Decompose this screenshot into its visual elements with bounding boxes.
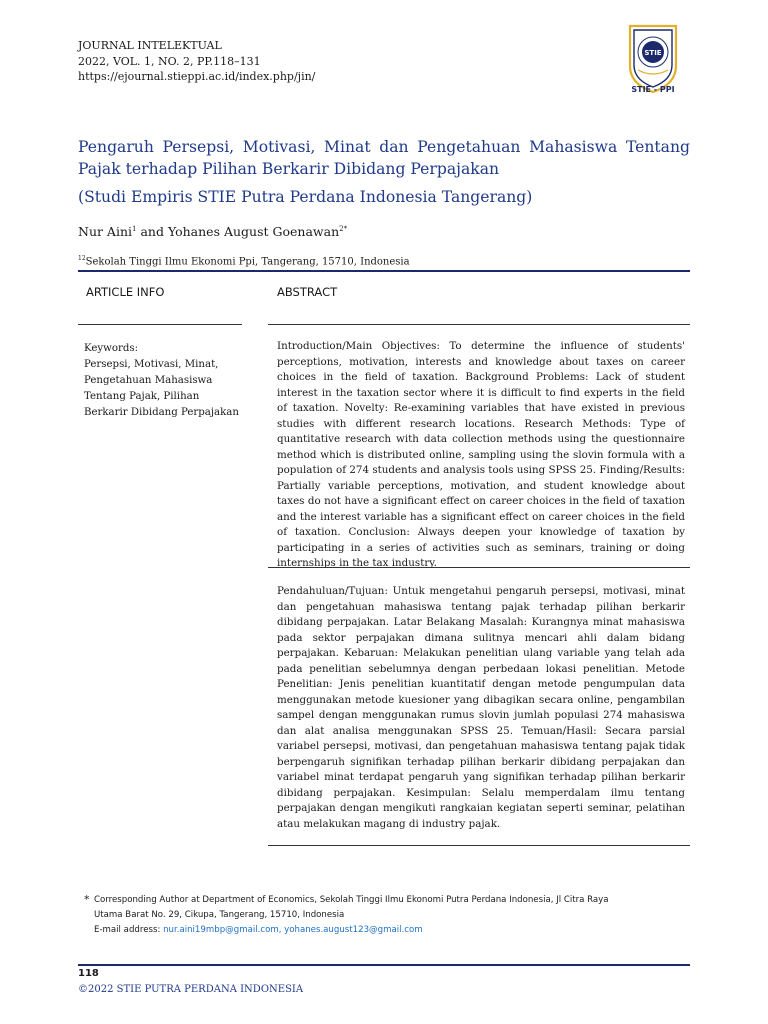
abstract-english: Introduction/Main Objectives: To determine the influence of students' perceptions, motivation, interests and knowledge about taxes on career choices in the field of taxation. Background Problems: Lack of student interest in the taxation sector where it is difficult to find experts in the field of taxation. Novelty: Re-examining variables that have existed in previous studies with different research locations. Research Methods: Type of quantitative research with data collection methods using the questionnaire method which is distributed online, sampling using the slovin formula with a population of 274 students and analysis tools using SPSS 25. Finding/Results: Partially variable perceptions, motivation, and student knowledge about taxes do not have a significant effect on career choices in the field of taxation and the interest variable has a significant effect on career choices in the field of taxation. Conclusion: Always deepen your knowledge of taxation by participating in a series of activities such as seminars, training or doing internships in the tax industry. <box>277 340 685 569</box>
article-info-heading: ARTICLE INFO <box>86 285 165 299</box>
journal-header <box>78 38 315 85</box>
author-2: Yohanes August Goenawan <box>167 224 340 239</box>
affiliation <box>78 255 410 267</box>
author-1: Nur Aini <box>78 224 133 239</box>
header-divider <box>78 270 690 272</box>
journal-volume: 2022, VOL. 1, NO. 2, PP.118–131 <box>78 54 261 68</box>
footer-divider <box>78 964 690 966</box>
abstract-divider-middle <box>268 567 690 568</box>
email-link-2[interactable]: yohanes.august123@gmail.com <box>284 925 423 935</box>
abstract-divider-bottom <box>268 845 690 846</box>
author-line <box>78 224 347 239</box>
author-2-sup: 2* <box>339 224 348 233</box>
logo-caption: STIE - PPI <box>631 85 675 94</box>
author-1-sup: 1 <box>132 224 137 233</box>
footnote-line-1: Corresponding Author at Department of Economics, Sekolah Tinggi Ilmu Ekonomi Putra Perdana Indonesia, Jl Citra Raya <box>94 895 609 905</box>
copyright: ©2022 STIE PUTRA PERDANA INDONESIA <box>78 984 304 995</box>
affiliation-text: Sekolah Tinggi Ilmu Ekonomi Ppi, Tangerang, 15710, Indonesia <box>85 256 410 268</box>
email-separator: , <box>278 925 285 935</box>
email-link-1[interactable]: nur.aini19mbp@gmail.com <box>163 925 279 935</box>
affiliation-sup: 12 <box>78 255 86 262</box>
corresponding-footnote <box>84 893 690 938</box>
journal-url[interactable]: https://ejournal.stieppi.ac.id/index.php/jin/ <box>78 70 316 83</box>
article-info-divider <box>78 324 242 325</box>
keywords-text: Persepsi, Motivasi, Minat, Pengetahuan Mahasiswa Tentang Pajak, Pilihan Berkarir Dibidang Perpajakan <box>84 359 239 418</box>
keywords-block <box>84 341 244 421</box>
abstract-divider-top <box>268 324 690 325</box>
keywords-label: Keywords: <box>84 343 139 354</box>
abstract-indonesian: Pendahuluan/Tujuan: Untuk mengetahui pengaruh persepsi, motivasi, minat dan pengetahuan mahasiswa tentang pajak terhadap pilihan berkarir dibidang perpajakan. Latar Belakang Masalah: Kurangnya minat mahasiswa pada sektor perpajakan dimana sulitnya mencari ahli dalam bidang perpajakan. Kebaruan: Melakukan penelitian ulang variable yang telah ada pada penelitian sebelumnya dengan perbedaan lokasi penelitian. Metode Penelitian: Jenis penelitian kuantitatif dengan metode pengumpulan data menggunakan metode kuesioner yang dibagikan secara online, pengambilan sampel dengan menggunakan rumus slovin jumlah populasi 274 mahasiswa dan alat analisa menggunakan SPSS 25. Temuan/Hasil: Secara parsial variabel persepsi, motivasi, dan pengetahuan mahasiswa tentang pajak tidak berpengaruh signifikan terhadap pilihan berkarir dibidang perpajakan dan variabel minat terdapat pengaruh yang signifikan terhadap pilihan berkarir dibidang perpajakan. Kesimpulan: Selalu memperdalam ilmu tentang perpajakan dengan mengikuti rangkaian kegiatan seperti seminar, pelatihan atau melakukan magang di industry pajak. <box>277 585 685 830</box>
footnote-line-2: Utama Barat No. 29, Cikupa, Tangerang, 15710, Indonesia <box>94 910 345 920</box>
email-label: E-mail address: <box>94 925 164 935</box>
journal-name: JOURNAL INTELEKTUAL <box>78 39 222 52</box>
footnote-email-line <box>84 923 690 938</box>
page-number: 118 <box>78 968 99 979</box>
author-join: and <box>136 224 168 239</box>
article-subtitle: (Studi Empiris STIE Putra Perdana Indonesia Tangerang) <box>78 188 533 206</box>
footnote-marker: * <box>84 893 90 906</box>
logo-emblem-text: STIE <box>644 49 662 57</box>
abstract-heading: ABSTRACT <box>277 285 338 299</box>
article-title: Pengaruh Persepsi, Motivasi, Minat dan Pengetahuan Mahasiswa Tentang Pajak terhadap Pilihan Berkarir Dibidang Perpajakan <box>78 138 690 178</box>
